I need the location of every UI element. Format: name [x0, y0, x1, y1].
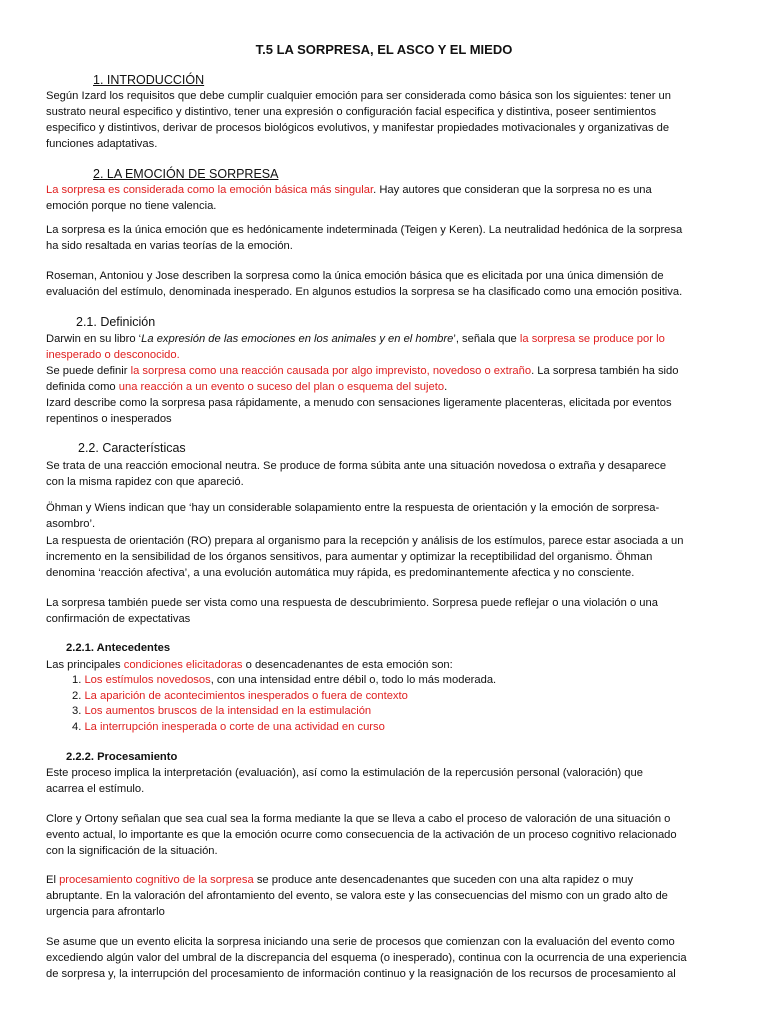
text-segment: . La sorpresa también ha sido — [531, 365, 679, 377]
paragraph-line: Este proceso implica la interpretación (evaluación), así como la estimulación de la repercusión personal (valoración) que — [46, 767, 643, 779]
highlight-text: La aparición de acontecimientos inesperados o fuera de contexto — [84, 690, 408, 702]
highlight-text: la sorpresa se produce por lo — [519, 333, 665, 345]
text-segment: o desencadenantes de esta emoción son: — [242, 659, 453, 671]
text-segment: . Hay autores que consideran que la sorpresa no es una — [373, 184, 652, 196]
paragraph-line: Clore y Ortony señalan que sea cual sea la forma mediante la que se lleva a cabo el proceso de valoración de una situación o — [46, 813, 671, 825]
paragraph-line: Izard describe como la sorpresa pasa rápidamente, a menudo con sensaciones ligeramente placenteras, elicitada por eventos — [46, 397, 672, 409]
paragraph-line: confirmación de expectativas — [46, 613, 191, 625]
list-number: 3. — [72, 705, 82, 717]
text-segment: se produce ante desencadenantes que suceden con una alta rapidez o muy — [253, 874, 634, 886]
list-item — [72, 719, 385, 735]
list-item — [72, 703, 371, 719]
text-segment: El — [46, 874, 60, 886]
heading-definicion: 2.1. Definición — [76, 315, 156, 329]
highlight-text: Los estímulos novedosos — [84, 674, 211, 686]
paragraph-line: acarrea el estímulo. — [46, 783, 145, 795]
paragraph-line: Según Izard los requisitos que debe cumplir cualquier emoción para ser considerada como básica son los siguientes: tener un — [46, 90, 671, 102]
paragraph-line: urgencia para afrontarlo — [46, 906, 165, 918]
paragraph-line: denomina ‘reacción afectiva’, a una evolución automática muy rápida, es predominantemente afectica y no consciente. — [46, 567, 635, 579]
paragraph-line: ha sido resaltada en varias teorías de la emoción. — [46, 240, 293, 252]
list-number: 2. — [72, 690, 82, 702]
document-title: T.5 LA SORPRESA, EL ASCO Y EL MIEDO — [255, 42, 513, 57]
highlight-text: La interrupción inesperada o corte de una actividad en curso — [84, 721, 385, 733]
paragraph-line: Roseman, Antoniou y Jose describen la sorpresa como la única emoción básica que es elicitada por una única dimensión de — [46, 270, 664, 282]
paragraph-line: Se trata de una reacción emocional neutra. Se produce de forma súbita ante una situación novedosa o extraña y desaparece — [46, 460, 667, 472]
paragraph-line: excediendo algún valor del umbral de la discrepancia del esquema (o inesperado), continua con la ocurrencia de una experiencia — [46, 952, 687, 964]
text-segment: definida como — [46, 381, 119, 393]
paragraph-line: Öhman y Wiens indican que ‘hay un considerable solapamiento entre la respuesta de orientación y la emoción de sorpresa- — [46, 502, 660, 514]
book-title: La expresión de las emociones en los animales y en el hombre — [141, 333, 454, 345]
paragraph-line: asombro’. — [46, 518, 96, 530]
paragraph-line — [46, 379, 447, 395]
paragraph-line: especifico y distintivos, derivar de procesos biológicos evolutivos, y manifestar propiedades motivacionales y organizativas de — [46, 122, 670, 134]
text-segment: Darwin en su libro ‘ — [46, 333, 142, 345]
paragraph-line: abruptante. En la valoración del afrontamiento del evento, se valora este y las consecuencias del mismo con un grado alto de — [46, 890, 668, 902]
paragraph-line — [46, 331, 665, 347]
list-item — [72, 672, 496, 688]
heading-introduccion: 1. INTRODUCCIÓN — [93, 73, 205, 87]
heading-emocion-sorpresa: 2. LA EMOCIÓN DE SORPRESA — [93, 167, 279, 181]
paragraph-line — [46, 657, 453, 673]
paragraph-line: La sorpresa también puede ser vista como una respuesta de descubrimiento. Sorpresa puede reflejar o una violación o una — [46, 597, 658, 609]
text-segment: , con una intensidad entre débil o, todo lo más moderada. — [210, 674, 497, 686]
paragraph-line — [46, 347, 180, 363]
heading-antecedentes: 2.2.1. Antecedentes — [66, 642, 171, 654]
paragraph-line: con la significación de la situación. — [46, 845, 218, 857]
text-segment: . — [444, 381, 448, 393]
paragraph-line — [46, 363, 678, 379]
paragraph-line: funciones adaptativas. — [46, 138, 158, 150]
highlight-text: una reacción a un evento o suceso del plan o esquema del sujeto — [118, 381, 445, 393]
paragraph-line: incremento en la sensibilidad de los órganos sensitivos, para aumentar y optimizar la receptibilidad del organismo. Öhman — [46, 551, 653, 563]
paragraph-line: evaluación del estímulo, denominada inesperado. En algunos estudios la sorpresa se ha clasificado como una emoción positiva. — [46, 286, 683, 298]
text-segment: Las principales — [46, 659, 124, 671]
paragraph-line: con la misma rapidez con que apareció. — [46, 476, 244, 488]
highlight-text: Los aumentos bruscos de la intensidad en la estimulación — [84, 705, 372, 717]
list-number: 1. — [72, 674, 82, 686]
highlight-text: inesperado o desconocido — [46, 349, 177, 361]
paragraph-line — [46, 182, 652, 198]
paragraph-line: de sorpresa y, la interrupción del procesamiento de información continuo y la reasignación de los recursos de procesamiento al — [46, 968, 676, 980]
heading-procesamiento: 2.2.2. Procesamiento — [66, 751, 178, 763]
list-item — [72, 688, 408, 704]
paragraph-line: Se asume que un evento elicita la sorpresa iniciando una serie de procesos que comienzan con la evaluación del evento como — [46, 936, 675, 948]
paragraph-line: evento actual, lo importante es que la emoción ocurre como consecuencia de la activación de un proceso cognitivo relacionado — [46, 829, 677, 841]
highlight-text: condiciones elicitadoras — [123, 659, 243, 671]
paragraph-line: sustrato neural especifico y distintivo, tener una expresión o configuración facial especifica y distintiva, poseer sentimientos — [46, 106, 657, 118]
highlight-text: procesamiento cognitivo de la sorpresa — [59, 874, 254, 886]
paragraph-line: repentinos o inesperados — [46, 413, 172, 425]
paragraph-line: La respuesta de orientación (RO) prepara al organismo para la recepción y análisis de los estímulos, parece estar asociada a un — [46, 535, 684, 547]
heading-caracteristicas: 2.2. Características — [78, 441, 186, 455]
paragraph-line: La sorpresa es la única emoción que es hedónicamente indeterminada (Teigen y Keren). La neutralidad hedónica de la sorpresa — [46, 224, 683, 236]
text-segment: . — [176, 349, 180, 361]
highlight-text: la sorpresa como una reacción causada por algo imprevisto, novedoso o extraño — [130, 365, 532, 377]
paragraph-line — [46, 872, 633, 888]
text-segment: Se puede definir — [46, 365, 131, 377]
highlight-text: La sorpresa es considerada como la emoción básica más singular — [46, 184, 374, 196]
text-segment: ’, señala que — [453, 333, 520, 345]
list-number: 4. — [72, 721, 82, 733]
paragraph-line: emoción porque no tiene valencia. — [46, 200, 217, 212]
